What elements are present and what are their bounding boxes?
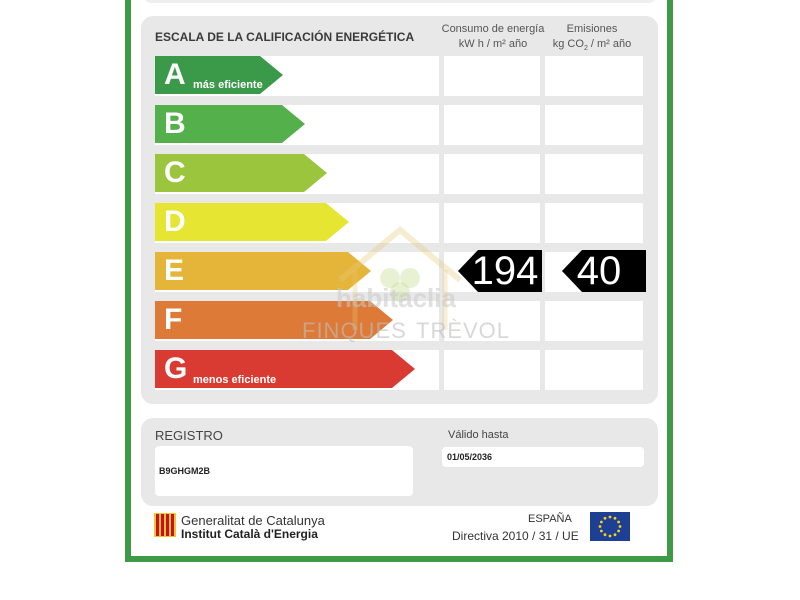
emissions-unit-post: / m² año: [587, 38, 632, 50]
directive-label: Directiva 2010 / 31 / UE: [452, 529, 579, 543]
consumption-header-line2: kW h / m² año: [458, 38, 528, 50]
valid-until-date: 01/05/2036: [447, 452, 493, 462]
rating-letter-b: B: [164, 107, 186, 140]
rating-letter-a: A: [164, 58, 186, 91]
eu-flag-icon: [590, 512, 630, 541]
valid-until-label: Válido hasta: [448, 429, 509, 441]
consumption-cell: [444, 154, 540, 194]
consumption-cell: [444, 105, 540, 145]
catalonia-logo-icon: [154, 513, 176, 537]
emissions-cell: [545, 154, 643, 194]
watermark-brand: habitaclia: [336, 283, 456, 313]
emissions-header-line2: [542, 37, 642, 56]
consumption-cell: [444, 56, 540, 96]
registry-code: B9GHGM2B: [159, 466, 211, 476]
rating-sublabel-a: más eficiente: [193, 79, 263, 91]
government-name: Generalitat de Catalunya: [181, 513, 325, 528]
emissions-cell: [545, 301, 643, 341]
consumption-cell: [444, 350, 540, 390]
rating-letter-c: C: [164, 156, 186, 189]
watermark-agency-1: FINQUES: [302, 318, 407, 343]
rating-letter-g: G: [164, 352, 188, 385]
registry-label: REGISTRO: [155, 428, 223, 443]
consumption-value: 194: [471, 249, 539, 293]
institute-name: Institut Català d'Energia: [181, 527, 318, 541]
emissions-unit-pre: kg CO: [552, 38, 584, 50]
rating-sublabel-g: menos eficiente: [193, 374, 277, 386]
emissions-unit-sub: 2: [583, 45, 588, 53]
emissions-cell: [545, 350, 643, 390]
emissions-cell: [545, 203, 643, 243]
country-label: ESPAÑA: [528, 513, 572, 525]
emissions-value: 40: [576, 249, 622, 293]
rating-letter-f: F: [164, 303, 183, 336]
emissions-header-line1: Emisiones: [566, 23, 618, 35]
emissions-header: [542, 22, 642, 56]
emissions-cell: [545, 105, 643, 145]
consumption-header: [439, 22, 547, 52]
scale-title: ESCALA DE LA CALIFICACIÓN ENERGÉTICA: [155, 30, 415, 44]
consumption-header-line1: Consumo de energía: [441, 23, 545, 35]
top-strip: [142, 0, 658, 3]
emissions-cell: [545, 56, 643, 96]
rating-letter-d: D: [164, 205, 186, 238]
rating-letter-e: E: [164, 254, 185, 287]
watermark-agency-2: TRÈVOL: [416, 318, 511, 343]
